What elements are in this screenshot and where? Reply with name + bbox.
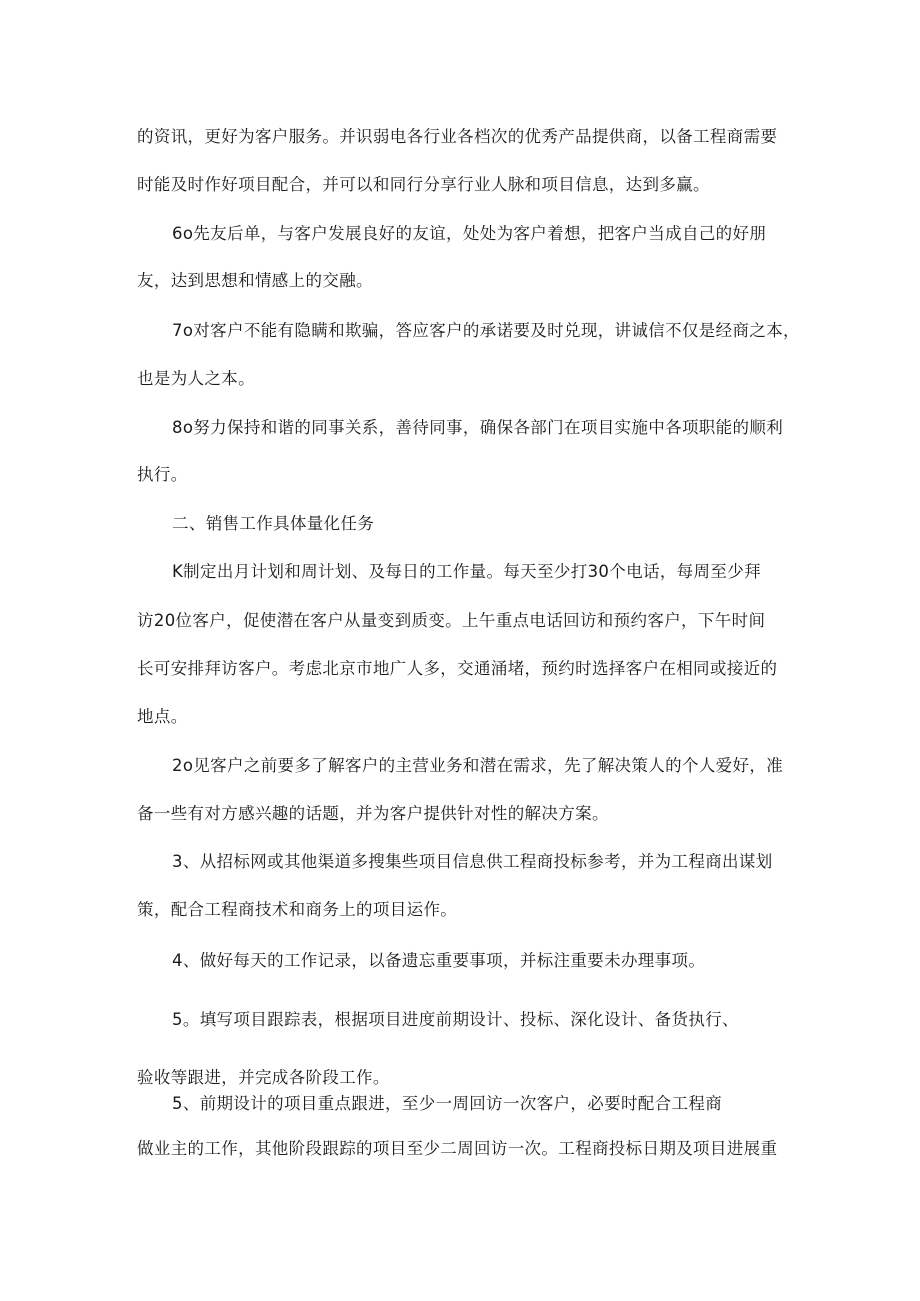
- text-line: 备一些有对方感兴趣的话题，并为客户提供针对性的解决方案。: [137, 804, 609, 823]
- text-line: 做业主的工作，其他阶段跟踪的项目至少二周回访一次。工程商投标日期及项目进展重: [137, 1139, 778, 1158]
- text-line: 验收等跟进，并完成各阶段工作。: [137, 1068, 390, 1087]
- paragraph-6-line: 6o先友后单，与客户发展良好的友谊，处处为客户着想，把客户当成自己的好朋: [172, 224, 767, 243]
- task-5b-line: 5、前期设计的项目重点跟进，至少一周回访一次客户，必要时配合工程商: [172, 1094, 723, 1113]
- task-1-line: K制定出月计划和周计划、及每日的工作量。每天至少打30个电话，每周至少拜: [172, 562, 761, 581]
- task-5-line: 5。填写项目跟踪表，根据项目进度前期设计、投标、深化设计、备货执行、: [172, 1010, 739, 1029]
- text-line: 长可安排拜访客户。考虑北京市地广人多，交通涌堵，预约时选择客户在相同或接近的: [137, 659, 778, 678]
- task-4-line: 4、做好每天的工作记录，以备遗忘重要事项，并标注重要未办理事项。: [172, 951, 706, 970]
- paragraph-7-line: 7o对客户不能有隐瞒和欺骗，答应客户的承诺要及时兑现，讲诚信不仅是经商之本，: [172, 321, 800, 340]
- text-line: 策，配合工程商技术和商务上的项目运作。: [137, 900, 458, 919]
- text-line: 时能及时作好项目配合，并可以和同行分享行业人脉和项目信息，达到多赢。: [137, 175, 710, 194]
- section-heading: 二、销售工作具体量化任务: [172, 514, 375, 533]
- text-line: 也是为人之本。: [137, 369, 255, 388]
- text-line: 友，达到思想和情感上的交融。: [137, 271, 373, 290]
- text-line: 执行。: [137, 465, 188, 484]
- task-3-line: 3、从招标网或其他渠道多搜集些项目信息供工程商投标参考，并为工程商出谋划: [172, 852, 773, 871]
- text-line: 访20位客户，促使潜在客户从量变到质变。上午重点电话回访和预约客户，下午时间: [137, 611, 766, 630]
- paragraph-8-line: 8o努力保持和谐的同事关系，善待同事，确保各部门在项目实施中各项职能的顺利: [172, 418, 784, 437]
- task-2-line: 2o见客户之前要多了解客户的主营业务和潜在需求，先了解决策人的个人爱好，准: [172, 756, 784, 775]
- text-line: 的资讯，更好为客户服务。并识弱电各行业各档次的优秀产品提供商，以备工程商需要: [137, 127, 778, 146]
- text-line: 地点。: [137, 707, 188, 726]
